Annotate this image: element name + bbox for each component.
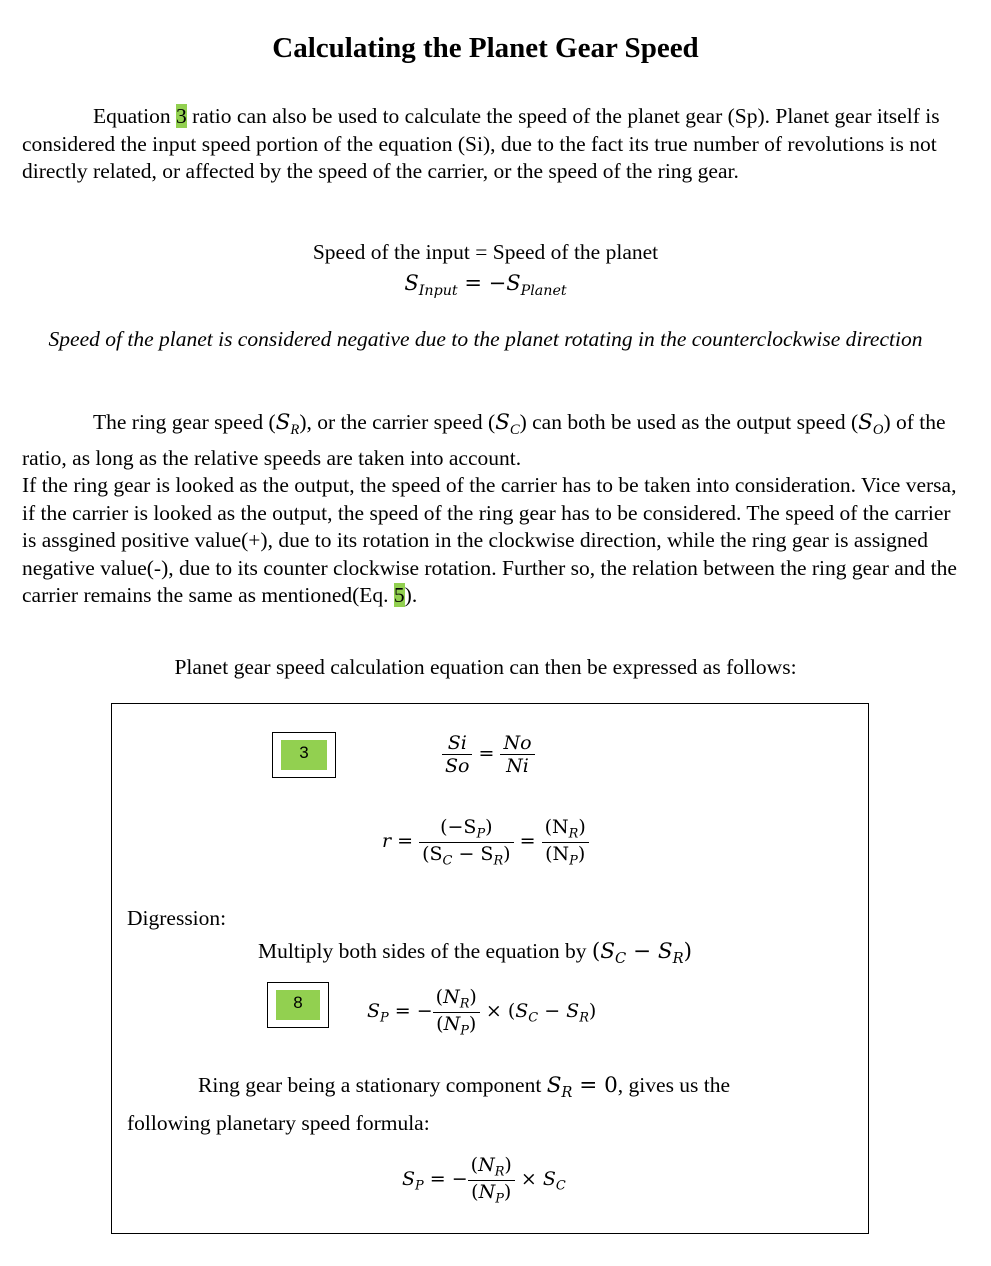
fraction-left [419, 816, 513, 868]
equation-reference-5[interactable]: 5 [393, 583, 405, 608]
num-text: (−S [440, 816, 477, 838]
math-symbol: S [506, 271, 521, 295]
page-title: Calculating the Planet Gear Speed [272, 32, 699, 64]
paragraph-expression-intro: Planet gear speed calculation equation can then be expressed as follows: [174, 655, 797, 679]
denominator: So [442, 754, 472, 777]
math-subscript: R [290, 422, 300, 439]
den-text: (N [545, 842, 570, 865]
ring-text: following planetary speed formula: [127, 1111, 430, 1136]
denominator: Ni [500, 754, 534, 777]
numerator: No [503, 732, 532, 754]
paragraph-planet-input [22, 103, 962, 186]
multiply-instruction: Multiply both sides of the equation by $(S_C - S_R)$ [258, 939, 692, 968]
final-planet-speed-formula: $S_P$ = − $\frac{(N_R)}{(N_P)}$ × $S_C$ [402, 1154, 566, 1207]
instruction-text: Multiply both sides of the equation by [258, 939, 592, 963]
equation-number: 3 [281, 740, 327, 770]
paragraph-text: ), or the carrier speed ( [299, 410, 496, 434]
equation-tag-8 [267, 982, 329, 1028]
r-ratio-equation [382, 816, 589, 868]
math-symbol: S [404, 271, 419, 295]
denominator: $(S_C - S_R)$ [419, 842, 513, 869]
paragraph-text: If the ring gear is looked as the output, the speed of the carrier has to be taken into consideration. Vice versa, if the carrier is looked as the output, the speed of the ring gear has to be considered. The speed of the carrier is assgined positive value(+), due to its rotation in the clockwise direction, while the ring gear is assigned negative value(-), due to its counter clockwise rotation. Further so, the relation between the ring gear and the carrier remains the same as mentioned(Eq. [22, 473, 957, 608]
math-subscript: Input [418, 282, 458, 299]
paragraph-text: The ring gear speed ( [93, 410, 276, 434]
ring-text: Ring gear being a stationary component [198, 1073, 547, 1097]
equation-tag-3 [272, 732, 336, 778]
subscript: R [493, 853, 504, 869]
equals-sign: = [478, 742, 501, 765]
fraction-left [442, 732, 472, 777]
math-subscript: O [872, 422, 884, 439]
numerator: Si [447, 732, 467, 754]
paragraph-text: ). [404, 583, 418, 608]
math-symbol: S [275, 410, 291, 435]
fraction-n: $\frac{(N_R)}{(N_P)}$ [433, 986, 480, 1038]
equation-number: 8 [276, 990, 320, 1020]
den-text: − S [452, 842, 494, 865]
subscript: P [569, 853, 578, 869]
math-subscript: C [509, 422, 520, 439]
subscript: R [568, 826, 579, 842]
paragraph-output-speed [22, 409, 957, 610]
ratio-equation [442, 732, 535, 777]
ring-text: , gives us the [617, 1073, 731, 1097]
ring-stationary-text: Ring gear being a stationary component $S_R = 0$, gives us the following planetary speed formula: [127, 1073, 731, 1136]
math-operator: = − [457, 271, 507, 295]
paragraph-text: ) of the ratio, as long as the relative speeds are taken into account. [22, 410, 946, 470]
digression-label: Digression: [127, 906, 227, 930]
equation-box [111, 703, 869, 1234]
equation-reference-3[interactable]: 3 [176, 104, 187, 128]
math-symbol: S [495, 410, 510, 435]
numerator: $(-S_P)$ [440, 816, 493, 842]
speed-equation-text: Speed of the input = Speed of the planet [312, 240, 659, 264]
numerator: $(N_R)$ [544, 816, 586, 842]
math-symbol: S [858, 410, 873, 435]
planet-speed-equation: $S_P$ = − $\frac{(N_R)}{(N_P)}$ × $(S_C - S_R)$ [367, 986, 597, 1039]
speed-equation-formula [0, 271, 971, 299]
lhs: r = [382, 830, 414, 853]
den-text: (S [422, 842, 443, 865]
num-text: (N [544, 816, 569, 838]
subscript: C [442, 853, 453, 869]
paragraph-text: ) can both be used as the output speed ( [519, 410, 859, 434]
equals-sign: = [519, 830, 542, 853]
fraction-right [542, 816, 589, 868]
planet-negative-note: Speed of the planet is considered negative due to the planet rotating in the counterclockwise direction [48, 327, 923, 351]
fraction-n-final: $\frac{(N_R)}{(N_P)}$ [468, 1154, 515, 1206]
fraction-right [500, 732, 534, 777]
math-subscript: Planet [520, 282, 567, 299]
subscript: P [476, 826, 486, 842]
paragraph-text: Equation [93, 104, 176, 128]
paragraph-text: ratio can also be used to calculate the speed of the planet gear (Sp). Planet gear itself is considered the input speed portion of the equation (Si), due to the fact its true number of revolutions is not directly related, or affected by the speed of the carrier, or the speed of the ring gear. [22, 104, 940, 183]
denominator: $(N_P)$ [542, 842, 589, 869]
